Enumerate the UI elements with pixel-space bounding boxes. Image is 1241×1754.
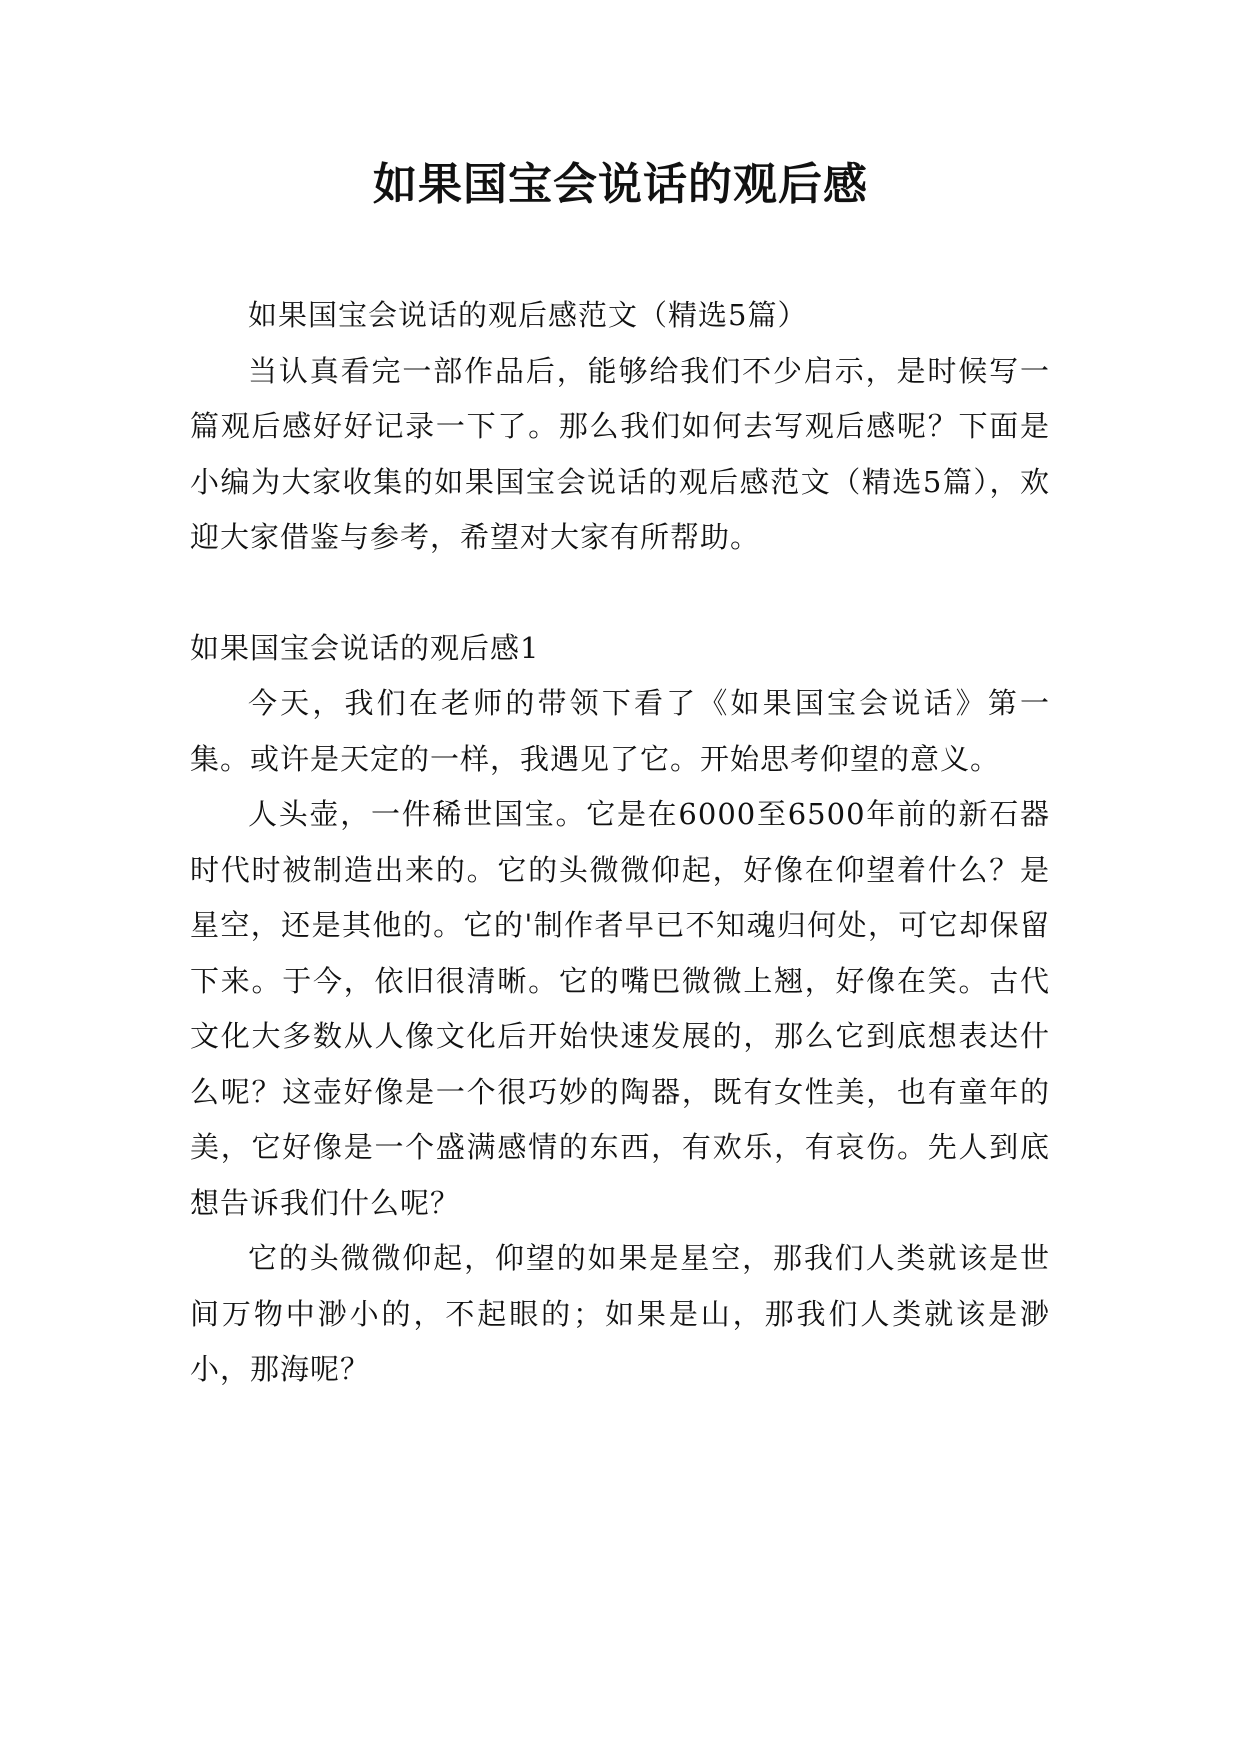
intro-paragraph: 当认真看完一部作品后，能够给我们不少启示，是时候写一篇观后感好好记录一下了。那么我们如何去写观后感呢？下面是小编为大家收集的如果国宝会说话的观后感范文（精选5篇），欢迎大家借鉴与参考，希望对大家有所帮助。 [190,353,1050,554]
document-title: 如果国宝会说话的观后感 [373,159,868,210]
section-paragraph-2: 人头壶，一件稀世国宝。它是在6000至6500年前的新石器时代时被制造出来的。它的头微微仰起，好像在仰望着什么？是星空，还是其他的。它的'制作者早已不知魂归何处，可它却保留下来。于今，依旧很清晰。它的嘴巴微微上翘，好像在笑。古代文化大多数从人像文化后开始快速发展的，那么它到底想表达什么呢？这壶好像是一个很巧妙的陶器，既有女性美，也有童年的美，它好像是一个盛满感情的东西，有欢乐，有哀伤。先人到底想告诉我们什么呢？ [190,797,1050,1220]
document-body [190,288,1050,1398]
section-paragraph-3: 它的头微微仰起，仰望的如果是星空，那我们人类就该是世间万物中渺小的，不起眼的；如果是山，那我们人类就该是渺小，那海呢？ [190,1241,1050,1386]
section-heading: 如果国宝会说话的观后感1 [190,630,540,665]
intro-subtitle: 如果国宝会说话的观后感范文（精选5篇） [248,298,808,332]
section-paragraph-1: 今天，我们在老师的带领下看了《如果国宝会说话》第一集。或许是天定的一样，我遇见了它。开始思考仰望的意义。 [190,686,1050,776]
section-gap [190,566,1050,621]
